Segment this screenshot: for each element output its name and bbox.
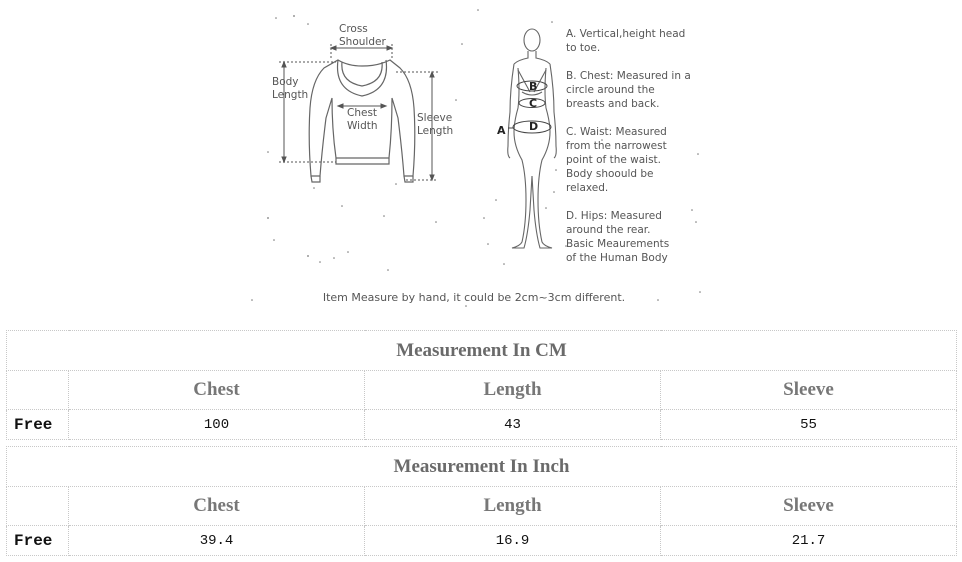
value-cell: 21.7 xyxy=(661,526,957,556)
column-header: Sleeve xyxy=(661,371,957,410)
size-cell: Free xyxy=(7,410,69,440)
header-blank-cell xyxy=(7,371,69,410)
header-blank-cell xyxy=(7,487,69,526)
inch-table xyxy=(6,446,957,556)
table-header-row xyxy=(7,487,957,526)
marker-c: C xyxy=(529,97,538,110)
body-length-label: Body Length xyxy=(272,76,309,101)
column-header: Chest xyxy=(69,487,365,526)
value-cell: 39.4 xyxy=(69,526,365,556)
value-cell: 43 xyxy=(365,410,661,440)
size-cell: Free xyxy=(7,526,69,556)
legend-item-c: C. Waist: Measured from the narrowest point of the waist. Body shoould be relaxed. xyxy=(566,126,667,194)
table-row xyxy=(7,526,957,556)
marker-d: D xyxy=(529,120,539,133)
column-header: Length xyxy=(365,371,661,410)
table-title: Measurement In CM xyxy=(7,331,957,371)
value-cell: 55 xyxy=(661,410,957,440)
column-header: Length xyxy=(365,487,661,526)
cm-table xyxy=(6,330,957,440)
table-title-row xyxy=(7,447,957,487)
marker-a: A xyxy=(497,124,506,137)
table-title: Measurement In Inch xyxy=(7,447,957,487)
value-cell: 100 xyxy=(69,410,365,440)
table-header-row xyxy=(7,371,957,410)
table-row xyxy=(7,410,957,440)
column-header: Sleeve xyxy=(661,487,957,526)
value-cell: 16.9 xyxy=(365,526,661,556)
legend-item-a: A. Vertical,height head to toe. xyxy=(566,28,686,54)
sleeve-length-label: Sleeve Length xyxy=(417,112,454,137)
column-header: Chest xyxy=(69,371,365,410)
marker-b: B xyxy=(529,80,538,93)
legend-item-d: D. Hips: Measured around the rear. Basic Meaurements of the Human Body xyxy=(566,210,670,264)
body-figure xyxy=(508,29,557,248)
cross-shoulder-label: Cross Shoulder xyxy=(339,23,386,48)
measure-note: Item Measure by hand, it could be 2cm~3cm different. xyxy=(322,291,626,304)
table-title-row xyxy=(7,331,957,371)
legend-item-b: B. Chest: Measured in a circle around the breasts and back. xyxy=(566,70,691,110)
chest-width-label: Chest Width xyxy=(347,107,378,132)
